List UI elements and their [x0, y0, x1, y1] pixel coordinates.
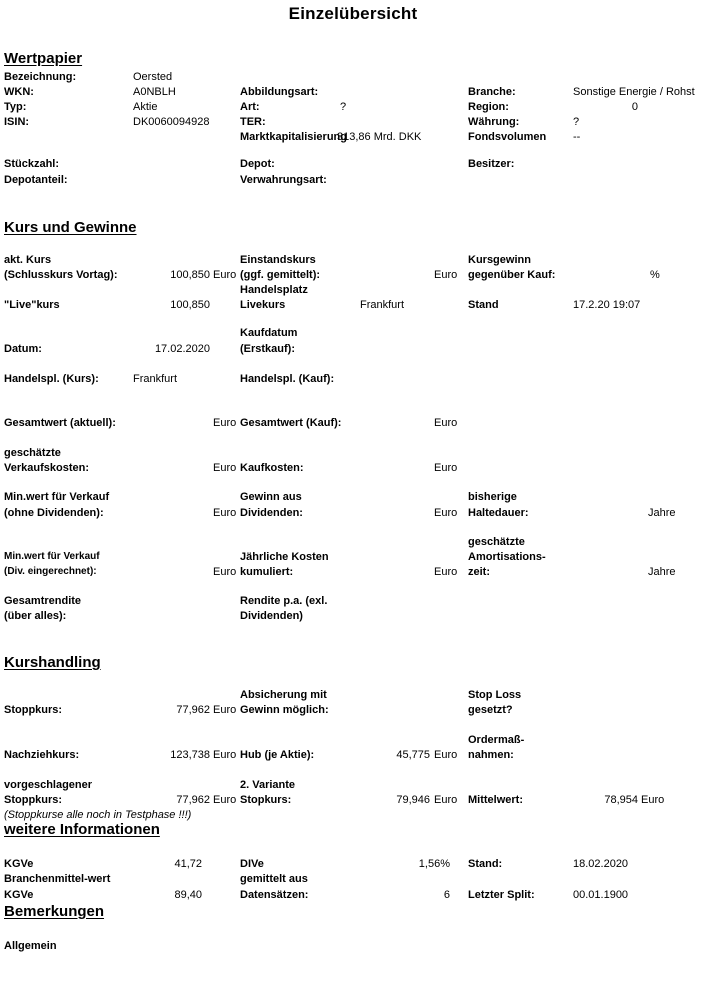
unit-haltedauer: Jahre — [648, 507, 676, 519]
unit-stoppkurs: Euro — [213, 704, 237, 716]
label-haltedauer-line1: bisherige — [468, 491, 517, 503]
label-gesamtrendite-line1: Gesamtrendite — [4, 595, 82, 607]
unit-minwert-div: Euro — [213, 566, 237, 578]
unit-kaufkosten: Euro — [434, 462, 458, 474]
value-dive: 1,56% — [418, 858, 450, 870]
value-stand-weitere: 18.02.2020 — [573, 858, 629, 870]
label-minwert-ohne-line1: Min.wert für Verkauf — [4, 491, 110, 503]
label-variante2-line1: 2. Variante — [240, 779, 296, 791]
value-vorgeschlagener: 77,962 — [176, 794, 210, 806]
value-fondsvolumen: -- — [573, 131, 581, 143]
label-ordermassnahmen-line2: nahmen: — [468, 749, 514, 761]
label-typ: Typ: — [4, 101, 27, 113]
note-testphase: (Stoppkurse alle noch in Testphase !!!) — [4, 809, 192, 821]
label-stoppkurs: Stoppkurs: — [4, 704, 63, 716]
label-marktkapitalisierung: Marktkapitalisierung — [240, 131, 347, 143]
unit-hub: Euro — [434, 749, 458, 761]
value-nachziehkurs: 123,738 — [170, 749, 210, 761]
value-kgve: 41,72 — [174, 858, 202, 870]
unit-nachziehkurs: Euro — [213, 749, 237, 761]
section-heading-weitere-informationen: weitere Informationen — [4, 821, 160, 838]
label-handelspl-kurs: Handelspl. (Kurs): — [4, 373, 99, 385]
value-stand-kurs: 17.2.20 19:07 — [573, 299, 641, 311]
label-stand-weitere: Stand: — [468, 858, 503, 870]
unit-jaehrliche-kosten: Euro — [434, 566, 458, 578]
section-heading-wertpapier: Wertpapier — [4, 50, 83, 67]
label-handelspl-kauf: Handelspl. (Kauf): — [240, 373, 335, 385]
value-marktkapitalisierung: 313,86 Mrd. DKK — [337, 131, 422, 143]
label-hub: Hub (je Aktie): — [240, 749, 315, 761]
value-livekurs-own: 100,850 — [170, 299, 210, 311]
label-kaufdatum-line1: Kaufdatum — [240, 327, 298, 339]
value-region: 0 — [631, 101, 638, 113]
label-branche: Branche: — [468, 86, 516, 98]
label-fondsvolumen: Fondsvolumen — [468, 131, 547, 143]
label-handelsplatz: Handelsplatz — [240, 284, 308, 296]
value-handelspl-kurs: Frankfurt — [133, 373, 178, 385]
value-art: ? — [340, 101, 347, 113]
label-stueckzahl: Stückzahl: — [4, 158, 60, 170]
unit-kursgewinn: % — [650, 269, 660, 281]
unit-amortisation: Jahre — [648, 566, 676, 578]
label-ordermassnahmen-line1: Ordermaß- — [468, 734, 525, 746]
label-mittelwert: Mittelwert: — [468, 794, 523, 806]
unit-vorgeschlagener: Euro — [213, 794, 237, 806]
label-rendite-pa-line1: Rendite p.a. (exl. — [240, 595, 328, 607]
label-kursgewinn-line2: gegenüber Kauf: — [468, 269, 556, 281]
label-gemittelt-line2: Datensätzen: — [240, 889, 309, 901]
unit-einstandskurs: Euro — [434, 269, 458, 281]
value-hub: 45,775 — [396, 749, 430, 761]
value-datum: 17.02.2020 — [154, 343, 210, 355]
label-rendite-pa-line2: Dividenden) — [240, 610, 303, 622]
label-absicherung-line1: Absicherung mit — [240, 689, 327, 701]
value-branche: Sonstige Energie / Rohst — [573, 86, 695, 98]
unit-variante2: Euro — [434, 794, 458, 806]
label-kgve: KGVe — [4, 858, 34, 870]
value-variante2: 79,946 — [396, 794, 430, 806]
value-bezeichnung: Oersted — [133, 71, 173, 83]
label-minwert-ohne-line2: (ohne Dividenden): — [4, 507, 104, 519]
label-art: Art: — [240, 101, 260, 113]
label-minwert-div-line1: Min.wert für Verkauf — [4, 551, 100, 562]
label-variante2-line2: Stopkurs: — [240, 794, 292, 806]
label-depotanteil: Depotanteil: — [4, 174, 68, 186]
label-livekurs-own: "Live"kurs — [4, 299, 60, 311]
label-allgemein: Allgemein — [4, 940, 57, 952]
label-letzter-split: Letzter Split: — [468, 889, 535, 901]
value-wkn: A0NBLH — [133, 86, 176, 98]
label-akt-kurs-line1: akt. Kurs — [4, 254, 52, 266]
label-verkaufskosten-line1: geschätzte — [4, 447, 61, 459]
label-depot: Depot: — [240, 158, 275, 170]
label-verkaufskosten-line2: Verkaufskosten: — [4, 462, 89, 474]
label-dive: DIVe — [240, 858, 264, 870]
label-datum: Datum: — [4, 343, 42, 355]
label-amortisation-line2: Amortisations- — [468, 551, 546, 563]
label-verwahrungsart: Verwahrungsart: — [240, 174, 327, 186]
label-amortisation-line1: geschätzte — [468, 536, 525, 548]
value-gemittelt: 6 — [443, 889, 450, 901]
label-kursgewinn-line1: Kursgewinn — [468, 254, 531, 266]
section-heading-kurs-und-gewinne: Kurs und Gewinne — [4, 219, 137, 236]
value-isin: DK0060094928 — [133, 116, 210, 128]
label-gewinn-dividenden-line2: Dividenden: — [240, 507, 303, 519]
label-branchenmittel-line2: KGVe — [4, 889, 34, 901]
label-livekurs: Livekurs — [240, 299, 286, 311]
value-typ: Aktie — [133, 101, 158, 113]
value-branchenmittel: 89,40 — [174, 889, 202, 901]
unit-akt-kurs: Euro — [213, 269, 237, 281]
label-jaehrliche-kosten-line2: kumuliert: — [240, 566, 294, 578]
label-minwert-div-line2: (Div. eingerechnet): — [4, 566, 97, 577]
value-letzter-split: 00.01.1900 — [573, 889, 629, 901]
label-waehrung: Währung: — [468, 116, 520, 128]
label-absicherung-line2: Gewinn möglich: — [240, 704, 329, 716]
label-einstandskurs-line2: (ggf. gemittelt): — [240, 269, 321, 281]
page-title: Einzelübersicht — [288, 4, 418, 23]
label-stoploss-line1: Stop Loss — [468, 689, 522, 701]
unit-minwert-ohne: Euro — [213, 507, 237, 519]
label-jaehrliche-kosten-line1: Jährliche Kosten — [240, 551, 329, 563]
value-akt-kurs: 100,850 — [170, 269, 210, 281]
value-waehrung: ? — [573, 116, 580, 128]
label-stand-kurs: Stand — [468, 299, 499, 311]
label-gemittelt-line1: gemittelt aus — [240, 873, 308, 885]
label-kaufdatum-line2: (Erstkauf): — [240, 343, 296, 355]
unit-gesamtwert-aktuell: Euro — [213, 417, 237, 429]
value-stoppkurs: 77,962 — [176, 704, 210, 716]
label-vorgeschlagener-line2: Stoppkurs: — [4, 794, 63, 806]
unit-verkaufskosten: Euro — [213, 462, 237, 474]
unit-gesamtwert-kauf: Euro — [434, 417, 458, 429]
label-kaufkosten: Kaufkosten: — [240, 462, 304, 474]
label-stoploss-line2: gesetzt? — [468, 704, 513, 716]
value-livekurs: Frankfurt — [360, 299, 405, 311]
label-wkn: WKN: — [4, 86, 34, 98]
label-nachziehkurs: Nachziehkurs: — [4, 749, 80, 761]
label-gesamtrendite-line2: (über alles): — [4, 610, 67, 622]
label-haltedauer-line2: Haltedauer: — [468, 507, 529, 519]
label-besitzer: Besitzer: — [468, 158, 515, 170]
label-bezeichnung: Bezeichnung: — [4, 71, 77, 83]
label-akt-kurs-line2: (Schlusskurs Vortag): — [4, 269, 118, 281]
label-region: Region: — [468, 101, 509, 113]
label-branchenmittel-line1: Branchenmittel-wert — [4, 873, 111, 885]
label-gesamtwert-aktuell: Gesamtwert (aktuell): — [4, 417, 116, 429]
unit-gewinn-dividenden: Euro — [434, 507, 458, 519]
label-amortisation-line3: zeit: — [468, 566, 490, 578]
label-einstandskurs-line1: Einstandskurs — [240, 254, 316, 266]
label-gesamtwert-kauf: Gesamtwert (Kauf): — [240, 417, 342, 429]
label-isin: ISIN: — [4, 116, 30, 128]
section-heading-kurshandling: Kurshandling — [4, 654, 101, 671]
label-gewinn-dividenden-line1: Gewinn aus — [240, 491, 302, 503]
value-mittelwert: 78,954 — [604, 794, 638, 806]
label-abbildungsart: Abbildungsart: — [240, 86, 319, 98]
label-ter: TER: — [240, 116, 266, 128]
label-vorgeschlagener-line1: vorgeschlagener — [4, 779, 93, 791]
unit-mittelwert: Euro — [641, 794, 665, 806]
section-heading-bemerkungen: Bemerkungen — [4, 903, 105, 920]
